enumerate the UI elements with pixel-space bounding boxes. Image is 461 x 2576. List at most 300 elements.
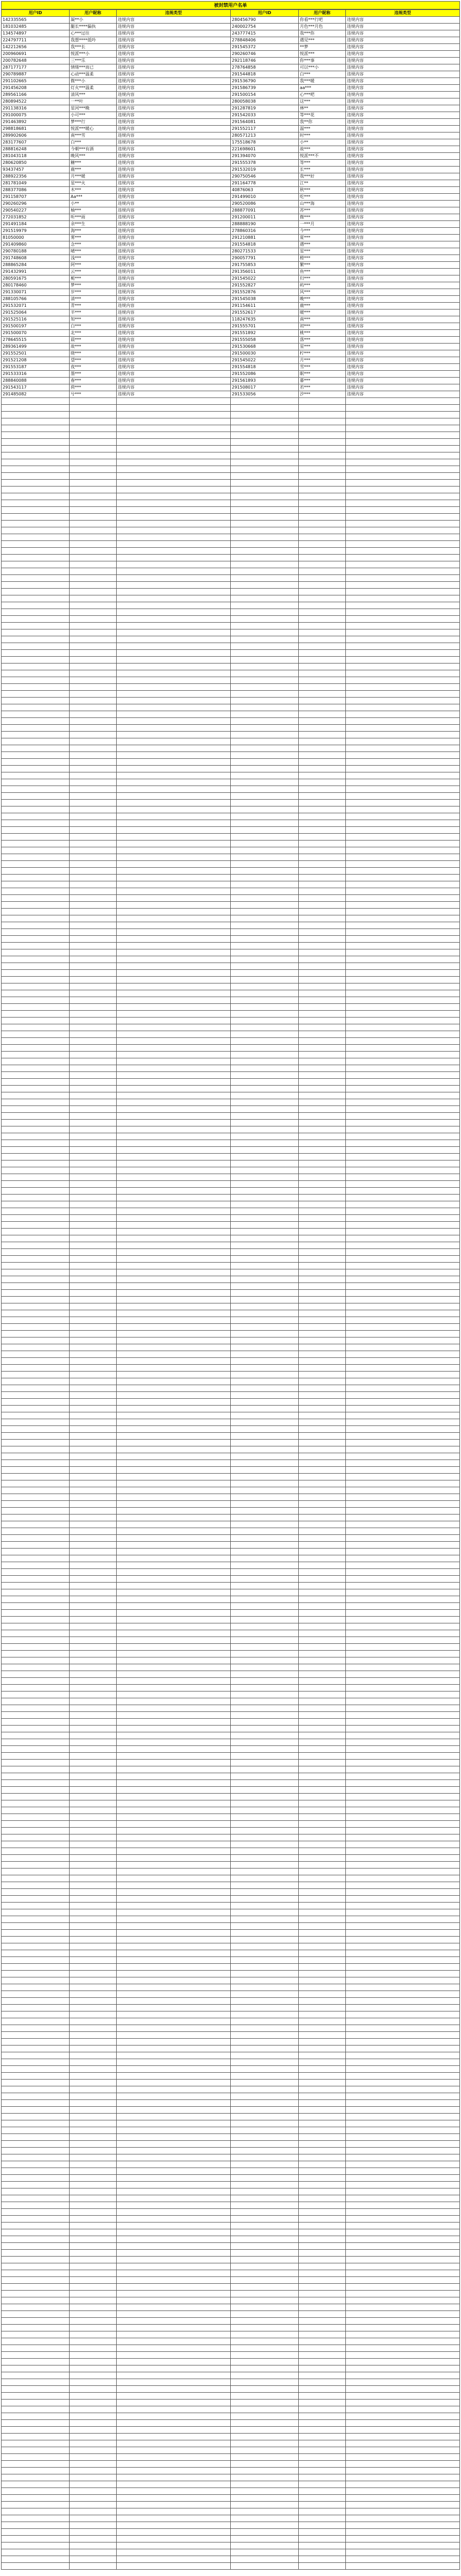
empty-cell [2,1930,70,1937]
empty-cell [299,786,346,793]
empty-cell [299,1487,346,1494]
empty-cell [299,1412,346,1419]
empty-cell [299,1133,346,1140]
empty-cell [346,1555,460,1562]
empty-cell [231,1467,299,1474]
empty-cell [2,1426,70,1433]
empty-cell [346,650,460,657]
empty-cell [346,1045,460,1052]
cell-user-id-2: 278860316 [231,228,299,235]
cell-violation-type: 违规内容 [117,105,231,112]
empty-cell [70,1290,117,1297]
empty-cell [70,412,117,418]
empty-cell [70,1909,117,1916]
col-header-user-id-2: 用户ID [231,10,299,17]
empty-cell [299,1596,346,1603]
empty-cell [117,1576,231,1583]
empty-cell [231,2188,299,2195]
empty-cell [231,1773,299,1780]
empty-cell [117,1508,231,1514]
empty-cell [2,1535,70,1542]
cell-user-id-2: 290750546 [231,173,299,180]
empty-cell [2,1072,70,1079]
empty-cell [231,1875,299,1882]
cell-violation-type-2: 违规内容 [346,173,460,180]
empty-cell [117,1154,231,1160]
empty-cell [70,1188,117,1195]
empty-cell [2,1834,70,1841]
empty-cell [117,2114,231,2120]
empty-cell [299,1977,346,1984]
table-row [2,30,460,37]
empty-cell [346,1201,460,1208]
empty-cell [70,2345,117,2352]
empty-cell [2,1460,70,1467]
empty-row [2,650,460,657]
cell-violation-type-2: 违规内容 [346,64,460,71]
empty-cell [299,1950,346,1957]
empty-cell [231,657,299,664]
empty-cell [2,834,70,841]
empty-row [2,1433,460,1440]
empty-cell [2,398,70,405]
empty-cell [299,2427,346,2434]
empty-cell [346,2502,460,2508]
empty-cell [346,412,460,418]
cell-nickname: 半*** [70,309,117,316]
empty-row [2,1937,460,1943]
empty-cell [70,1487,117,1494]
empty-cell [231,1971,299,1977]
table-row [2,58,460,64]
empty-cell [299,412,346,418]
empty-cell [117,1024,231,1031]
empty-cell [117,956,231,963]
empty-cell [117,1324,231,1331]
empty-cell [346,2202,460,2209]
cell-user-id: 291500070 [2,330,70,337]
empty-cell [231,691,299,698]
empty-cell [346,1263,460,1269]
empty-cell [346,1446,460,1453]
cell-user-id: 93437457 [2,167,70,173]
empty-cell [117,2127,231,2134]
cell-user-id: 200960691 [2,51,70,58]
table-row [2,167,460,173]
empty-cell [299,2032,346,2039]
empty-cell [70,1603,117,1610]
empty-row [2,915,460,922]
empty-cell [2,2468,70,2474]
empty-cell [2,1814,70,1821]
empty-cell [2,2372,70,2379]
empty-cell [117,1800,231,1807]
empty-cell [117,1637,231,1644]
empty-cell [346,772,460,779]
empty-cell [346,548,460,555]
empty-cell [299,1154,346,1160]
empty-cell [346,664,460,670]
empty-cell [346,2536,460,2542]
empty-cell [2,1882,70,1889]
empty-cell [2,1869,70,1875]
empty-cell [346,507,460,514]
empty-cell [299,1875,346,1882]
empty-cell [299,1562,346,1569]
empty-cell [299,2379,346,2386]
cell-violation-type: 违规内容 [117,201,231,207]
table-row [2,92,460,98]
empty-cell [117,1256,231,1263]
cell-violation-type-2: 违规内容 [346,112,460,119]
empty-cell [231,1106,299,1113]
empty-cell [231,446,299,452]
empty-cell [346,589,460,595]
empty-cell [346,2270,460,2277]
empty-cell [299,861,346,868]
cell-user-id-2: 291394070 [231,153,299,160]
table-row [2,391,460,398]
empty-row [2,1903,460,1909]
empty-cell [2,480,70,487]
empty-cell [299,2250,346,2257]
empty-cell [346,963,460,970]
empty-cell [117,1807,231,1814]
empty-cell [2,2209,70,2216]
empty-cell [299,2202,346,2209]
empty-cell [70,1508,117,1514]
empty-cell [117,2243,231,2250]
empty-cell [299,1392,346,1399]
empty-row [2,2005,460,2011]
empty-cell [117,500,231,507]
empty-cell [346,1018,460,1024]
cell-nickname-2: 时*** [299,132,346,139]
empty-cell [346,2032,460,2039]
empty-cell [299,2236,346,2243]
cell-violation-type-2: 违规内容 [346,350,460,357]
cell-nickname: 望*** [70,357,117,364]
empty-row [2,1222,460,1229]
empty-cell [299,902,346,909]
empty-cell [117,1569,231,1576]
empty-cell [2,2440,70,2447]
empty-cell [231,1821,299,1828]
empty-row [2,793,460,800]
cell-user-id: 291432991 [2,269,70,275]
empty-cell [231,1406,299,1412]
cell-user-id: 281781049 [2,180,70,187]
empty-cell [299,2386,346,2393]
empty-cell [117,1045,231,1052]
empty-cell [346,1685,460,1691]
empty-cell [346,1780,460,1787]
empty-cell [299,2406,346,2413]
empty-row [2,800,460,806]
empty-cell [346,861,460,868]
empty-cell [299,1569,346,1576]
empty-cell [346,1991,460,1998]
empty-cell [117,2420,231,2427]
empty-cell [2,1351,70,1358]
empty-cell [346,1834,460,1841]
cell-nickname-2: 柠*** [299,350,346,357]
empty-cell [231,2325,299,2331]
cell-user-id: 291533316 [2,371,70,378]
empty-cell [117,1446,231,1453]
empty-row [2,1290,460,1297]
empty-cell [70,1467,117,1474]
empty-cell [346,1909,460,1916]
empty-cell [299,1971,346,1977]
empty-cell [2,466,70,473]
empty-cell [346,2529,460,2536]
cell-nickname-2: 长*** [299,167,346,173]
empty-cell [299,1011,346,1018]
empty-cell [117,1011,231,1018]
empty-cell [231,854,299,861]
empty-cell [346,466,460,473]
empty-cell [231,1004,299,1011]
cell-user-id: 291463892 [2,119,70,126]
empty-cell [231,636,299,643]
empty-cell [70,895,117,902]
empty-cell [117,432,231,439]
empty-cell [346,1800,460,1807]
cell-nickname: 糖*** [70,160,117,167]
empty-cell [231,398,299,405]
empty-cell [2,1841,70,1848]
empty-cell [2,2345,70,2352]
empty-cell [70,1712,117,1719]
empty-cell [346,1317,460,1324]
empty-cell [117,868,231,875]
empty-cell [346,943,460,949]
empty-cell [346,2413,460,2420]
empty-cell [346,2086,460,2093]
empty-cell [231,2400,299,2406]
empty-cell [299,602,346,609]
empty-cell [2,1623,70,1630]
empty-cell [70,2325,117,2331]
empty-cell [117,514,231,521]
empty-cell [70,2148,117,2154]
empty-row [2,738,460,745]
empty-cell [70,643,117,650]
empty-row [2,1555,460,1562]
empty-cell [2,1794,70,1800]
cell-violation-type-2: 违规内容 [346,262,460,269]
cell-user-id-2: 291552117 [231,126,299,132]
empty-cell [70,1372,117,1378]
empty-cell [70,1031,117,1038]
empty-cell [2,1848,70,1855]
cell-violation-type-2: 违规内容 [346,132,460,139]
empty-row [2,2352,460,2359]
empty-row [2,1378,460,1385]
cell-violation-type-2: 违规内容 [346,391,460,398]
empty-cell [70,1440,117,1446]
empty-cell [2,446,70,452]
empty-cell [231,1154,299,1160]
empty-row [2,861,460,868]
empty-cell [70,1889,117,1896]
empty-cell [231,847,299,854]
empty-cell [117,1746,231,1753]
empty-cell [70,1685,117,1691]
empty-cell [346,1596,460,1603]
empty-cell [2,1712,70,1719]
cell-nickname-2: 遇见*** [299,37,346,44]
empty-cell [299,1964,346,1971]
cell-user-id: 291158707 [2,194,70,201]
empty-cell [2,1086,70,1092]
empty-cell [2,1324,70,1331]
empty-cell [70,2556,117,2563]
cell-violation-type-2: 违规内容 [346,85,460,92]
cell-violation-type-2: 违规内容 [346,357,460,364]
empty-cell [299,943,346,949]
empty-cell [117,1406,231,1412]
cell-user-id-2: 291555058 [231,337,299,344]
cell-nickname: 木*** [70,187,117,194]
empty-row [2,1317,460,1324]
cell-violation-type-2: 违规内容 [346,214,460,221]
empty-cell [231,2352,299,2359]
empty-row [2,1562,460,1569]
empty-cell [2,1297,70,1303]
empty-cell [346,1052,460,1058]
empty-cell [70,1576,117,1583]
cell-violation-type: 违规内容 [117,173,231,180]
empty-cell [231,466,299,473]
empty-cell [231,2209,299,2216]
empty-cell [231,1412,299,1419]
empty-cell [231,2032,299,2039]
empty-cell [117,1174,231,1181]
empty-cell [346,1181,460,1188]
empty-cell [231,1290,299,1297]
empty-cell [70,1079,117,1086]
empty-cell [117,1623,231,1630]
empty-cell [70,589,117,595]
empty-cell [117,1617,231,1623]
cell-user-id: 291519979 [2,228,70,235]
empty-cell [117,1678,231,1685]
empty-cell [2,1862,70,1869]
empty-cell [299,2488,346,2495]
cell-violation-type: 违规内容 [117,255,231,262]
cell-violation-type-2: 违规内容 [346,30,460,37]
empty-cell [117,1167,231,1174]
empty-cell [231,2182,299,2188]
empty-row [2,2515,460,2522]
empty-cell [70,2502,117,2508]
cell-user-id-2: 291552827 [231,282,299,289]
empty-cell [299,418,346,425]
empty-cell [231,2093,299,2100]
empty-row [2,2134,460,2141]
empty-cell [2,1018,70,1024]
empty-cell [231,1052,299,1058]
empty-cell [70,1160,117,1167]
empty-cell [117,2270,231,2277]
empty-cell [299,1419,346,1426]
cell-nickname: 北*** [70,330,117,337]
empty-cell [117,1787,231,1794]
empty-cell [2,1474,70,1480]
cell-user-id-2: 280456790 [231,17,299,24]
empty-cell [70,1235,117,1242]
empty-cell [70,2563,117,2570]
empty-cell [117,1181,231,1188]
empty-cell [299,2284,346,2291]
empty-row [2,1487,460,1494]
empty-cell [346,806,460,813]
empty-cell [117,1739,231,1746]
empty-cell [299,1841,346,1848]
empty-cell [231,752,299,759]
cell-user-id-2: 291555701 [231,323,299,330]
empty-cell [346,990,460,997]
empty-cell [117,1589,231,1596]
empty-cell [299,2304,346,2311]
empty-cell [2,1657,70,1664]
empty-cell [117,1195,231,1201]
empty-cell [231,1174,299,1181]
empty-cell [346,568,460,575]
empty-row [2,2284,460,2291]
empty-cell [117,847,231,854]
empty-cell [117,1671,231,1678]
empty-cell [117,2331,231,2338]
empty-cell [2,2522,70,2529]
empty-cell [299,854,346,861]
empty-row [2,1800,460,1807]
empty-cell [231,1086,299,1092]
empty-cell [70,1664,117,1671]
empty-cell [2,2338,70,2345]
empty-cell [70,1896,117,1903]
empty-cell [117,1603,231,1610]
table-row [2,241,460,248]
cell-user-id-2: 240002754 [231,24,299,30]
empty-row [2,2250,460,2257]
empty-cell [117,534,231,541]
table-row [2,309,460,316]
empty-row [2,2318,460,2325]
empty-cell [2,800,70,806]
empty-cell [346,1092,460,1099]
empty-cell [346,2427,460,2434]
empty-cell [70,2440,117,2447]
empty-cell [231,1426,299,1433]
empty-cell [299,772,346,779]
empty-cell [231,2202,299,2209]
cell-violation-type-2: 违规内容 [346,303,460,309]
empty-cell [2,1140,70,1147]
cell-nickname-2: 眠*** [299,371,346,378]
empty-cell [117,1310,231,1317]
empty-cell [346,1617,460,1623]
empty-row [2,1331,460,1337]
empty-cell [299,1065,346,1072]
empty-cell [299,1576,346,1583]
empty-row [2,521,460,527]
empty-cell [299,2182,346,2188]
empty-cell [299,2515,346,2522]
empty-cell [346,2229,460,2236]
